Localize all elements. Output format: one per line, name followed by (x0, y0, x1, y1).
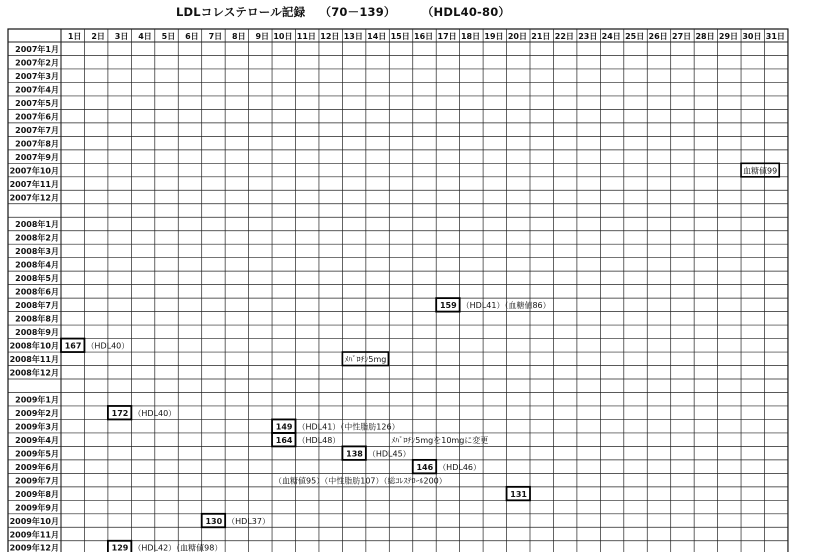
title-hdl-range: （HDL40-80） (421, 5, 511, 19)
entry-note: （HDL40） (86, 341, 130, 351)
month-label: 2009年8月 (15, 489, 59, 499)
day-header: 30日 (742, 32, 762, 41)
month-label: 2009年10月 (9, 516, 59, 526)
day-header: 29日 (718, 32, 739, 41)
day-header: 16日 (414, 32, 434, 41)
day-header: 26日 (648, 32, 668, 41)
entry-note: （HDL48） (297, 435, 341, 445)
month-label: 2007年5月 (15, 98, 59, 108)
month-label: 2008年4月 (15, 260, 59, 270)
month-label: 2007年7月 (15, 125, 59, 135)
entry-note: （HDL46） (438, 462, 482, 472)
month-label: 2007年8月 (15, 139, 59, 149)
day-header: 14日 (367, 32, 387, 41)
entry-note: （HDL37） (227, 516, 270, 526)
month-label: 2008年12月 (9, 368, 59, 378)
ldl-value: 149 (275, 422, 293, 432)
month-label: 2007年11月 (9, 179, 59, 189)
day-header: 13日 (343, 32, 363, 41)
month-label: 2008年6月 (15, 287, 59, 297)
month-label: 2008年10月 (9, 341, 59, 351)
ldl-value: 172 (111, 408, 129, 418)
month-label: 2008年2月 (15, 233, 59, 243)
ldl-value: 130 (205, 516, 223, 526)
ldl-value: 167 (64, 341, 82, 351)
day-header: 31日 (765, 32, 785, 41)
entry-note: ﾒﾊﾞﾛﾁﾝ5mg (344, 355, 387, 365)
entry-note: ﾒﾊﾞﾛﾁﾝ5mgを10mgに変更 (391, 435, 489, 445)
month-label: 2007年4月 (15, 85, 59, 95)
title-ldl-range: （70－139） (319, 5, 396, 19)
day-header: 1日 (67, 32, 82, 41)
day-header: 6日 (185, 32, 199, 41)
ldl-value: 129 (111, 543, 129, 552)
month-label: 2007年6月 (15, 112, 59, 122)
month-label: 2008年3月 (15, 247, 59, 257)
day-header: 9日 (255, 32, 270, 41)
day-header: 23日 (578, 32, 598, 41)
month-label: 2007年10月 (9, 166, 59, 176)
month-label: 2008年5月 (15, 274, 59, 284)
month-label: 2009年12月 (9, 543, 59, 552)
day-header: 4日 (138, 32, 152, 41)
day-header: 20日 (507, 32, 527, 41)
day-header: 11日 (296, 32, 316, 41)
entry-note: （血糖値95）（中性脂肪107）（総ｺﾚｽﾃﾛｰﾙ200） (274, 476, 447, 486)
day-header: 22日 (554, 32, 574, 41)
month-label: 2008年8月 (15, 314, 59, 324)
month-label: 2007年12月 (9, 193, 59, 203)
month-label: 2009年7月 (15, 476, 59, 486)
entry-note: （HDL45） (367, 449, 411, 459)
day-header: 5日 (161, 32, 176, 41)
month-label: 2009年3月 (15, 422, 59, 432)
month-label: 2007年9月 (15, 152, 59, 162)
month-label: 2009年6月 (15, 462, 59, 472)
title-main: LDLコレステロール記録 (176, 5, 306, 19)
day-header: 12日 (320, 32, 340, 41)
entry-note: （HDL41）（血糖値86） (461, 301, 551, 311)
ldl-value: 138 (346, 449, 363, 459)
entry-note: 血糖値99 (743, 166, 778, 176)
month-label: 2009年4月 (15, 435, 59, 445)
month-label: 2009年5月 (15, 449, 59, 459)
ldl-value: 164 (275, 435, 293, 445)
ldl-value: 159 (439, 301, 457, 311)
day-header: 27日 (672, 32, 692, 41)
month-label: 2007年2月 (15, 58, 59, 68)
day-header: 17日 (437, 32, 457, 41)
day-header: 8日 (232, 32, 246, 41)
ldl-value: 146 (416, 462, 434, 472)
month-label: 2009年2月 (15, 408, 59, 418)
month-label: 2007年3月 (15, 71, 59, 81)
day-header: 25日 (625, 32, 645, 41)
day-header: 21日 (531, 32, 551, 41)
month-label: 2008年11月 (9, 355, 59, 365)
month-label: 2009年9月 (15, 503, 59, 513)
day-header: 7日 (208, 32, 223, 41)
day-header: 28日 (695, 32, 715, 41)
day-header: 10日 (273, 32, 293, 41)
month-label: 2008年9月 (15, 328, 59, 338)
month-label: 2009年11月 (9, 530, 59, 540)
entry-note: （HDL42）（血糖値98） (133, 543, 223, 552)
day-header: 2日 (91, 32, 105, 41)
day-header: 15日 (390, 32, 410, 41)
entry-note: （HDL41）（中性脂肪126） (297, 422, 400, 432)
month-label: 2007年1月 (15, 44, 59, 54)
ldl-value: 131 (510, 489, 527, 499)
day-header: 3日 (114, 32, 129, 41)
month-label: 2008年1月 (15, 220, 59, 230)
month-label: 2009年1月 (15, 395, 59, 405)
entry-note: （HDL40） (133, 408, 177, 418)
day-header: 18日 (460, 32, 481, 41)
day-header: 24日 (601, 32, 621, 41)
month-label: 2008年7月 (15, 301, 59, 311)
day-header: 19日 (484, 32, 504, 41)
